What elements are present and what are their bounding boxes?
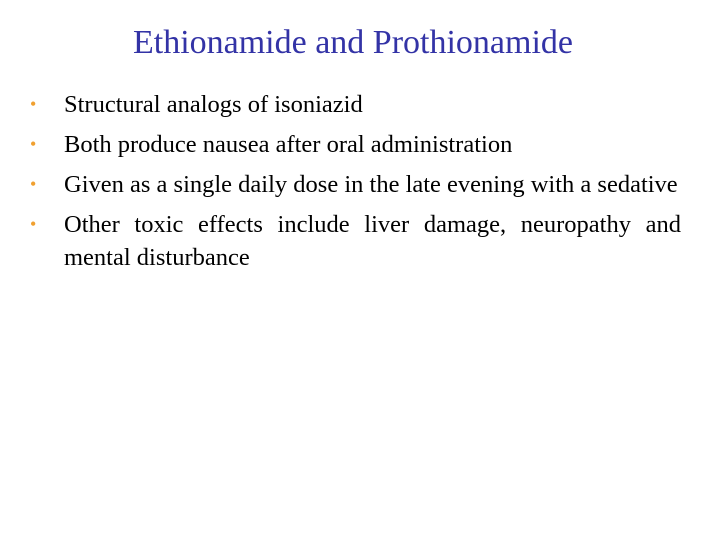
list-item [24, 128, 681, 161]
bullet-icon: • [30, 134, 37, 154]
bullet-list [24, 88, 681, 281]
list-item [24, 168, 681, 201]
list-item [24, 208, 681, 274]
list-item-text: Other toxic effects include liver damage, neuropathy and mental disturbance [64, 211, 681, 271]
list-item [24, 88, 681, 121]
slide-title: Ethionamide and Prothionamide [132, 24, 574, 61]
list-item-text: Given as a single daily dose in the late evening with a sedative [64, 171, 678, 198]
bullet-icon: • [30, 94, 37, 114]
list-item-text: Structural analogs of isoniazid [64, 91, 363, 118]
bullet-icon: • [30, 214, 37, 234]
bullet-icon: • [30, 174, 37, 194]
list-item-text: Both produce nausea after oral administration [64, 131, 513, 158]
